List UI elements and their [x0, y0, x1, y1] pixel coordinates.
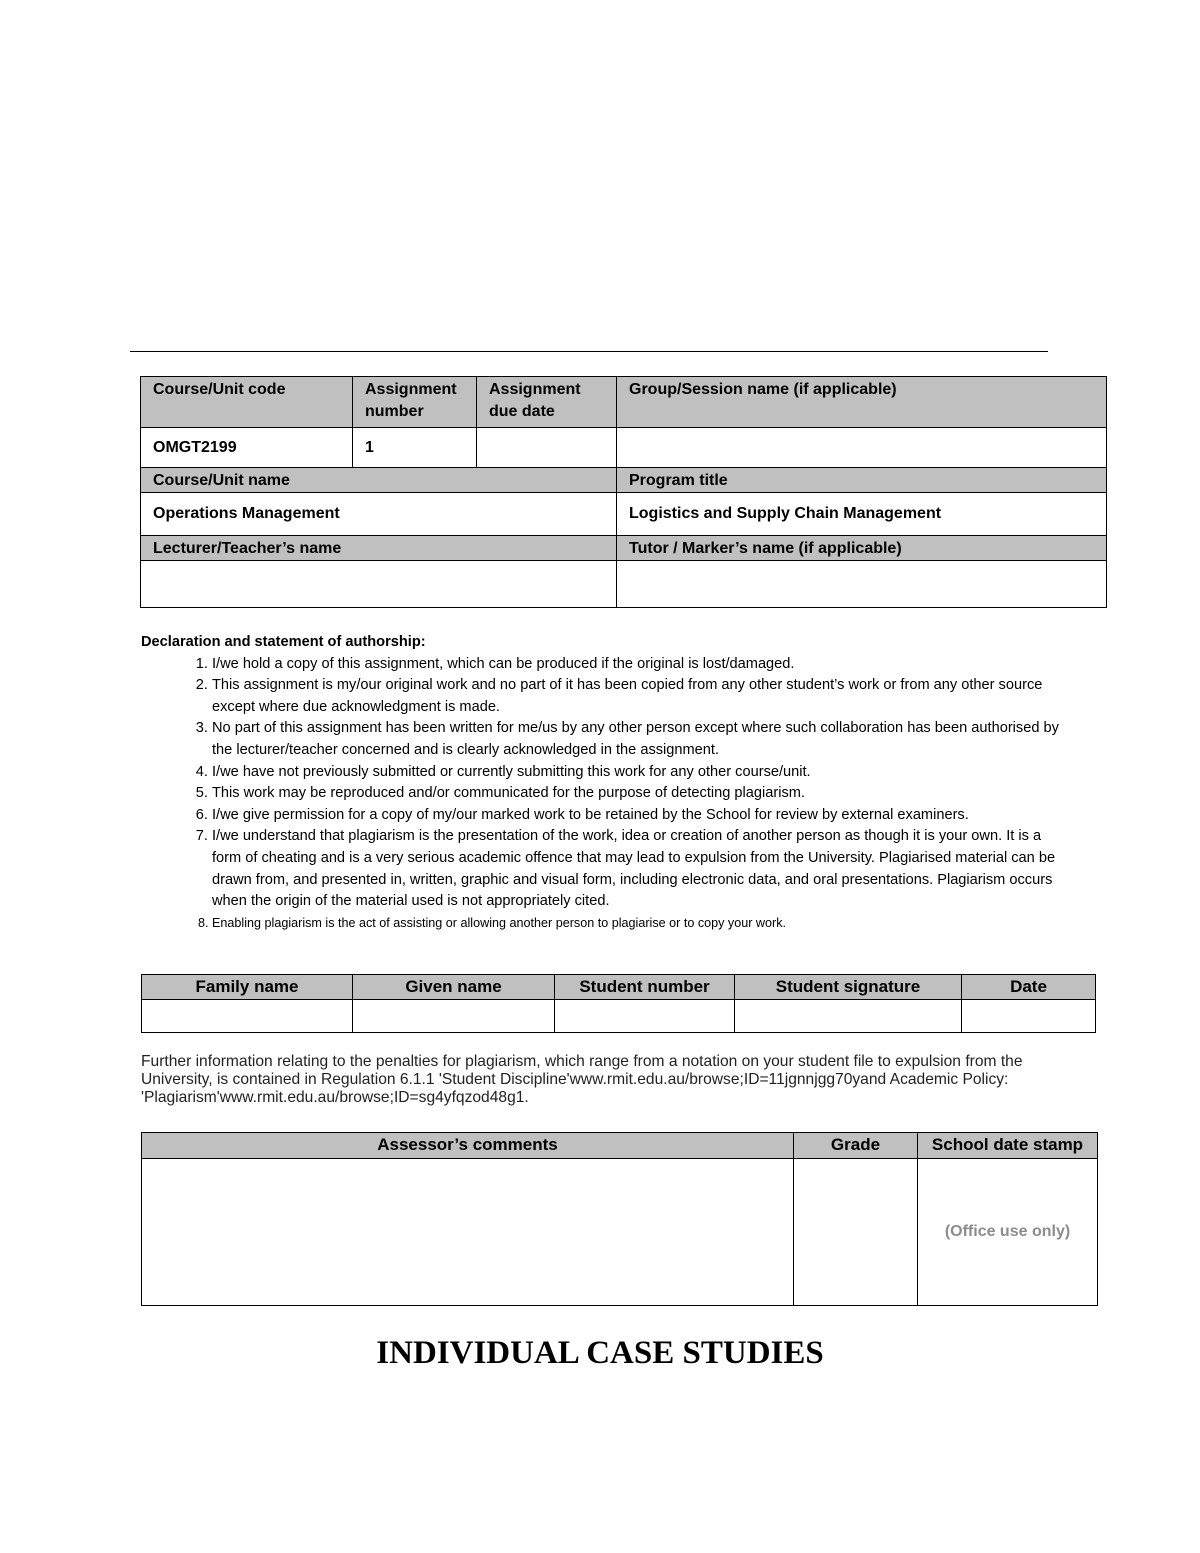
student-number-field[interactable]	[555, 1000, 735, 1033]
assessor-table	[141, 1132, 1098, 1306]
top-rule	[130, 351, 1048, 352]
header-tutor: Tutor / Marker’s name (if applicable)	[617, 536, 1107, 561]
assignment-number-field[interactable]: 1	[353, 428, 477, 468]
header-assignment-number: Assignment number	[353, 377, 477, 428]
header-family-name: Family name	[142, 975, 353, 1000]
header-student-signature: Student signature	[735, 975, 962, 1000]
declaration-section	[141, 632, 1071, 934]
declaration-item: 4. I/we have not previously submitted or currently submitting this work for any other course/unit.	[212, 762, 1071, 784]
declaration-item: 5. This work may be reproduced and/or communicated for the purpose of detecting plagiarism.	[212, 783, 1071, 805]
date-field[interactable]	[962, 1000, 1096, 1033]
course-name-field[interactable]: Operations Management	[141, 493, 617, 536]
header-course-name: Course/Unit name	[141, 468, 617, 493]
course-details-table	[140, 376, 1107, 608]
lecturer-field[interactable]	[141, 561, 617, 608]
student-details-table	[141, 974, 1096, 1033]
header-group-session: Group/Session name (if applicable)	[617, 377, 1107, 428]
declaration-item: 3. No part of this assignment has been written for me/us by any other person except where such collaboration has been authorised by the lecturer/teacher concerned and is clearly acknowledged in the assignment.	[212, 718, 1071, 761]
tutor-field[interactable]	[617, 561, 1107, 608]
declaration-item: 7. I/we understand that plagiarism is the presentation of the work, idea or creation of another person as though it is your own. It is a form of cheating and is a very serious academic offence that may lead to expulsion from the University. Plagiarised material can be drawn from, and presented in, written, graphic and visual form, including electronic data, and oral presentations. Plagiarism occurs when the origin of the material used is not appropriately cited.	[212, 826, 1071, 912]
course-code-field[interactable]: OMGT2199	[141, 428, 353, 468]
header-given-name: Given name	[353, 975, 555, 1000]
declaration-item: 2. This assignment is my/our original work and no part of it has been copied from any other student’s work or from any other source except where due acknowledgment is made.	[212, 675, 1071, 718]
due-date-field[interactable]	[477, 428, 617, 468]
header-assessor-comments: Assessor’s comments	[142, 1133, 794, 1159]
declaration-item: 6. I/we give permission for a copy of my/our marked work to be retained by the School for review by external examiners.	[212, 805, 1071, 827]
family-name-field[interactable]	[142, 1000, 353, 1033]
header-program-title: Program title	[617, 468, 1107, 493]
declaration-list	[141, 654, 1071, 935]
group-session-field[interactable]	[617, 428, 1107, 468]
assessor-comments-field[interactable]	[142, 1159, 794, 1306]
further-information-text: Further information relating to the penalties for plagiarism, which range from a notation on your student file to expulsion from the University, is contained in Regulation 6.1.1 'Student Discipline'www.rmit.edu.au/browse;ID=11jgnnjgg70yand Academic Policy: 'Plagiarism'www.rmit.edu.au/browse;ID=sg4yfqzod48g1.	[141, 1053, 1023, 1106]
header-lecturer: Lecturer/Teacher’s name	[141, 536, 617, 561]
office-use-only-label: (Office use only)	[918, 1159, 1098, 1306]
declaration-title: Declaration and statement of authorship:	[141, 634, 426, 650]
header-grade: Grade	[794, 1133, 918, 1159]
student-signature-field[interactable]	[735, 1000, 962, 1033]
given-name-field[interactable]	[353, 1000, 555, 1033]
header-school-date-stamp: School date stamp	[918, 1133, 1098, 1159]
declaration-item: 8. Enabling plagiarism is the act of assisting or allowing another person to plagiarise or to copy your work.	[212, 913, 1071, 935]
header-student-number: Student number	[555, 975, 735, 1000]
program-title-field[interactable]: Logistics and Supply Chain Management	[617, 493, 1107, 536]
header-due-date: Assignment due date	[477, 377, 617, 428]
header-course-code: Course/Unit code	[141, 377, 353, 428]
grade-field[interactable]	[794, 1159, 918, 1306]
declaration-item: 1. I/we hold a copy of this assignment, which can be produced if the original is lost/damaged.	[212, 654, 1071, 676]
header-date: Date	[962, 975, 1096, 1000]
document-title: INDIVIDUAL CASE STUDIES	[376, 1335, 824, 1371]
